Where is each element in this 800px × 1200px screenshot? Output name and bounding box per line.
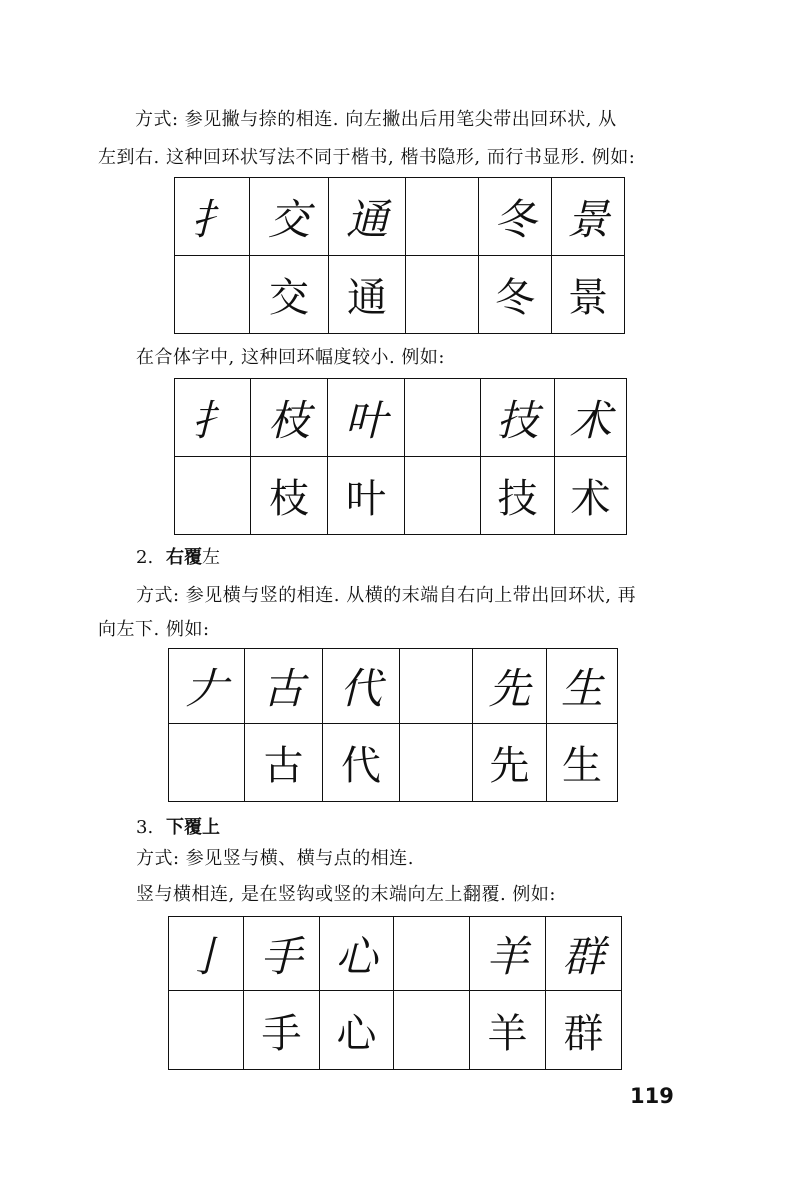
regular-cell: 群	[546, 991, 622, 1070]
cursive-cell: 羊	[470, 917, 546, 991]
note-1: 在合体字中, 这种回环幅度较小. 例如:	[136, 347, 445, 368]
regular-cell: 交	[250, 256, 329, 334]
regular-cell: 叶	[328, 457, 405, 535]
section-2-desc-line-1: 方式: 参见横与竖的相连. 从横的末端自右向上带出回环状, 再	[136, 585, 637, 606]
cursive-cell: 代	[323, 649, 400, 724]
section-2-desc-line-2: 向左下. 例如:	[98, 619, 210, 640]
regular-cell: 生	[547, 724, 618, 802]
intro-line-1: 方式: 参见撇与捺的相连. 向左撇出后用笔尖带出回环状, 从	[135, 109, 617, 130]
section-title: 右覆	[166, 547, 202, 568]
cursive-cell: ⺘	[175, 379, 251, 457]
char-table-2	[174, 378, 627, 535]
cursive-cell: 技	[481, 379, 555, 457]
regular-cell	[400, 724, 473, 802]
regular-cell	[406, 256, 479, 334]
section-3-desc-line-1: 方式: 参见竖与横、横与点的相连.	[136, 848, 415, 869]
regular-cell	[169, 991, 244, 1070]
section-title-rest: 左	[202, 547, 220, 568]
char-table-1	[174, 177, 625, 334]
cursive-cell: 通	[329, 178, 406, 256]
regular-cell: 术	[555, 457, 627, 535]
regular-cell: 冬	[479, 256, 552, 334]
cursive-cell: 景	[552, 178, 625, 256]
section-number: 3.	[136, 817, 154, 838]
cursive-cell: 𠂇	[169, 649, 245, 724]
regular-cell: 手	[244, 991, 320, 1070]
regular-cell: 枝	[251, 457, 328, 535]
regular-cell	[405, 457, 481, 535]
cursive-cell: 术	[555, 379, 627, 457]
char-table-4	[168, 916, 622, 1070]
cursive-cell: 叶	[328, 379, 405, 457]
cursive-cell	[394, 917, 470, 991]
cursive-cell: 交	[250, 178, 329, 256]
cursive-cell: 枝	[251, 379, 328, 457]
cursive-cell	[405, 379, 481, 457]
cursive-cell: 心	[320, 917, 394, 991]
regular-cell: 心	[320, 991, 394, 1070]
regular-cell: 技	[481, 457, 555, 535]
section-2-heading	[136, 545, 220, 571]
section-number: 2.	[136, 547, 154, 568]
section-3-heading	[136, 815, 220, 841]
page-number: 119	[630, 1084, 674, 1108]
cursive-cell: 亅	[169, 917, 244, 991]
cursive-cell	[400, 649, 473, 724]
intro-line-2: 左到右. 这种回环状写法不同于楷书, 楷书隐形, 而行书显形. 例如:	[98, 147, 636, 168]
section-title: 下覆上	[166, 817, 220, 838]
cursive-cell: 冬	[479, 178, 552, 256]
regular-cell: 代	[323, 724, 400, 802]
cursive-cell: ⺘	[175, 178, 250, 256]
cursive-cell: 群	[546, 917, 622, 991]
cursive-cell: 古	[245, 649, 323, 724]
cursive-cell: 先	[473, 649, 547, 724]
regular-cell: 通	[329, 256, 406, 334]
regular-cell: 景	[552, 256, 625, 334]
regular-cell: 古	[245, 724, 323, 802]
regular-cell: 羊	[470, 991, 546, 1070]
char-table-3	[168, 648, 618, 802]
cursive-cell: 生	[547, 649, 618, 724]
regular-cell	[169, 724, 245, 802]
cursive-cell: 手	[244, 917, 320, 991]
regular-cell	[175, 256, 250, 334]
section-3-desc-line-2: 竖与横相连, 是在竖钩或竖的末端向左上翻覆. 例如:	[136, 884, 556, 905]
regular-cell	[394, 991, 470, 1070]
regular-cell	[175, 457, 251, 535]
regular-cell: 先	[473, 724, 547, 802]
cursive-cell	[406, 178, 479, 256]
